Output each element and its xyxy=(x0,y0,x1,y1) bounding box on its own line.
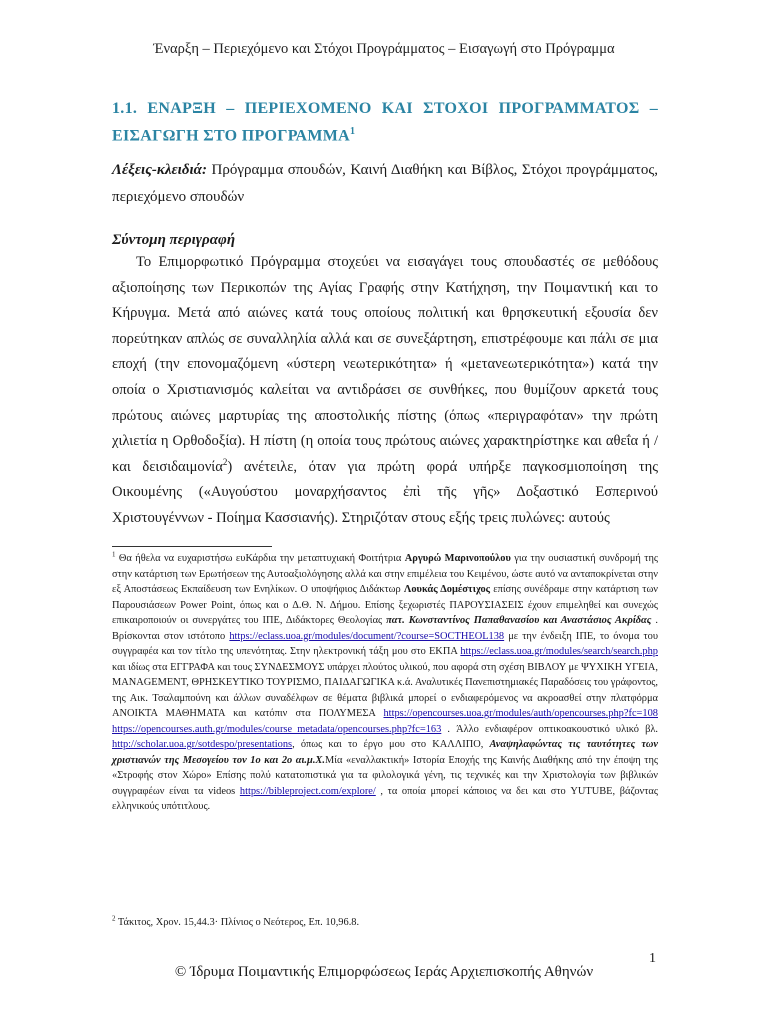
footnote-link[interactable]: https://eclass.uoa.gr/modules/document/?course=SOCTHEOL138 xyxy=(229,630,505,642)
running-header: Έναρξη – Περιεχόμενο και Στόχοι Προγράμματος – Εισαγωγή στο Πρόγραμμα xyxy=(153,41,615,57)
footnote-link[interactable]: https://bibleproject.com/explore/ xyxy=(239,785,376,797)
footnote-text-run: Αναψηλαφώντας τις ταυτότητες των χριστιανών της Μεσογείου τον 1ο και 2ο αι.μ.Χ. xyxy=(112,739,658,766)
body-text-part1: Το Επιμορφωτικό Πρόγραμμα στοχεύει να εισαγάγει τους σπουδαστές σε μεθόδους αξιοποίησης των Περικοπών της Αγίας Γραφής στην Κατήχηση, την Ποιμαντική και το Κήρυγμα. Μετά από αιώνες κατά τους οποίους πολιτική και θρησκευτική εξουσία δεν πορεύτηκαν απλώς σε συναλληλία αλλά και σε συνεξάρτηση, επιστρέφουμε και πάλι σε μια εποχή (την επονομαζόμενη «ύστερη νεωτερικότητα» ή «μετανεωτερικότητα») κατά την οποία ο Χριστιανισμός καλείται να αντιδράσει σε συνθήκες, που θυμίζουν αρκετά τους πρώτους αιώνες μαρτυρίας της αποστολικής πίστης (όπως «περιγραφόταν» την πρώτη χιλιετία η Ορθοδοξία). Η πίστη (η οποία τους πρώτους αιώνες χαρακτηρίστηκε και αθεΐα ή / και δεισιδαιμονία xyxy=(112,254,658,475)
footnote-link[interactable]: https://eclass.uoa.gr/modules/search/search.php xyxy=(460,646,658,657)
keywords-text: Πρόγραμμα σπουδών, Καινή Διαθήκη και Βίβλος, Στόχοι προγράμματος, περιεχόμενο σπουδών xyxy=(112,162,659,205)
footnote-text-run: Θα ήθελα να ευχαριστήσω ευΚάρδια την μεταπτυχιακή Φοιτήτρια xyxy=(115,553,405,564)
footnote-1-content xyxy=(112,550,659,812)
footnote-text-run: και ιδίως στα ΕΓΓΡΑΦΑ και τους ΣΥΝΔΕΣΜΟΥΣ υπάρχει πλούτος υλικού, που αφορά στη σχέση ΒΙΒΛΟΥ με ΨΥΧΙΚΗ ΥΓΕΙΑ, MANAGEMENT, ΘΡΗΣΚΕΥΤΙΚΟ ΤΟΥΡΙΣΜΟ, ΠΑΙΔΑΓΩΓΙΚΑ κ.ά. Αναλυτικές Πανεπιστημιακές Παραδόσεις του γράφοντος, της Αικ. Τσαλαμπούνη και άλλων συναδέλφων σε θέματα βιβλικά μπορεί ο ενδιαφερόμενος να ακροασθεί στην πλατφόρμα ΑΝΟΙΚΤΑ ΜΑΘΗΜΑΤΑ και κατόπιν στα ΠΟΛΥΜΕΣΑ xyxy=(112,661,658,719)
footnote-link[interactable]: https://opencourses.auth.gr/modules/course_metadata/opencourses.php?fc=163 xyxy=(112,723,442,735)
footnote-1-marker: 1 xyxy=(112,550,116,559)
chapter-title: ΕΝΑΡΞΗ – ΠΕΡΙΕΧΟΜΕΝΟ ΚΑΙ ΣΤΟΧΟΙ ΠΡΟΓΡΑΜΜΑΤΟΣ – ΕΙΣΑΓΩΓΗ ΣΤΟ ΠΡΟΓΡΑΜΜΑ xyxy=(112,100,658,145)
copyright-footer: © Ίδρυμα Ποιμαντικής Επιμορφώσεως Ιεράς Αρχιεπισκοπής Αθηνών xyxy=(174,964,594,980)
footnote-text-run: με την ένδειξη ΙΠΕ, το όνομα του συγγραφέα και τον τίτλο της υπενότητας. Στην ηλεκτρονική τάξη μου στο ΕΚΠΑ xyxy=(112,630,658,657)
section-title: Σύντομη περιγραφή xyxy=(112,232,236,248)
footnote-link[interactable]: https://opencourses.uoa.gr/modules/auth/opencourses.php?fc=108 xyxy=(383,708,658,719)
footnote-2-text: Τάκιτος, Χρον. 15,44.3· Πλίνιος ο Νεότερος, Επ. 10,96.8. xyxy=(115,917,360,928)
footnote-2 xyxy=(112,915,658,931)
footnote-text-run: πατ. Κωνσταντίνος Παπαθανασίου και Αναστάσιος Ακρίδας xyxy=(386,615,652,626)
keywords-label: Λέξεις-κλειδιά: xyxy=(112,162,207,178)
footnote-text-run: επίσης συνέδραμε στην κατάρτιση των Παρουσιάσεων Power Point, όπως και ο Δ.Θ. Ν. Δήμου. Επίσης ξεχωριστές ΠΑΡΟΥΣΙΑΣΕΙΣ έχουν επιμεληθεί και συνεχώς επικαιροποιούν οι συνεργάτες του ΙΠΕ, Διδάκτορες Θεολογίας xyxy=(112,584,658,626)
footnote-ref-2[interactable]: 2 xyxy=(222,456,228,467)
footnote-text-run: , όπως και το έργο μου στο ΚΑΛΛΙΠΟ, xyxy=(292,739,490,750)
page-number: 1 xyxy=(649,951,656,966)
chapter-heading xyxy=(112,97,658,147)
footnote-text-run: Αργυρώ Μαρινοπούλου xyxy=(404,553,511,564)
chapter-number: 1.1. xyxy=(112,100,138,117)
footnote-text-run: . Βρίσκονται στον ιστότοπο xyxy=(112,615,658,642)
footnote-text-run: . Άλλο ενδιαφέρον οπτικοακουστικό υλικό βλ. xyxy=(441,723,658,735)
footnote-1 xyxy=(112,551,658,815)
footnote-text-run: για την ουσιαστική συνδρομή της στην κατάρτιση των Ερωτήσεων της Αυτοαξιολόγησης αλλά και στην επιμέλεια του Κειμένου, ώστε αυτό να ανταποκρίνεται στην εξ Αποστάσεως Εκπαίδευση των Ενηλίκων. Ο υποψήφιος Διδάκτωρ xyxy=(112,553,659,595)
body-paragraph xyxy=(112,250,658,532)
keywords-block xyxy=(112,157,658,211)
footnote-text-run: Λουκάς Δομέστιχος xyxy=(403,584,491,595)
footnote-2-marker: 2 xyxy=(112,914,116,923)
body-text-part2: ) ανέτειλε, όταν για πρώτη φορά υπήρξε παγκοσμιοποίηση της Οικουμένης («Αυγούστου μοναρχήσαντος ἐπὶ τῆς γῆς» Δοξαστικό Εσπερινού Χριστουγέννων - Ποίημα Κασσιανής). Στηριζόταν στους εξής τρεις πυλώνες: αυτούς xyxy=(112,458,658,526)
footnote-link[interactable]: http://scholar.uoa.gr/sotdespo/presentations xyxy=(112,739,293,750)
footnote-separator xyxy=(112,546,272,547)
footnote-text-run: Μία «εναλλακτική» Ιστορία Εποχής της Καινής Διαθήκης από την έποψη της «Στροφής στον Χώρο» Επίσης πολύ κατατοπιστικά για τα φιλολογικά γένη, τις τεχνικές και την Χριστολογία των βιβλικών συγγραφέων είναι τα videos xyxy=(112,754,658,797)
footnote-ref-1[interactable]: 1 xyxy=(350,126,356,137)
footnote-text-run: , τα οποία μπορεί κάποιος να δει και στο YUTUBE, βάζοντας ελληνικούς υπότιτλους. xyxy=(112,785,658,812)
